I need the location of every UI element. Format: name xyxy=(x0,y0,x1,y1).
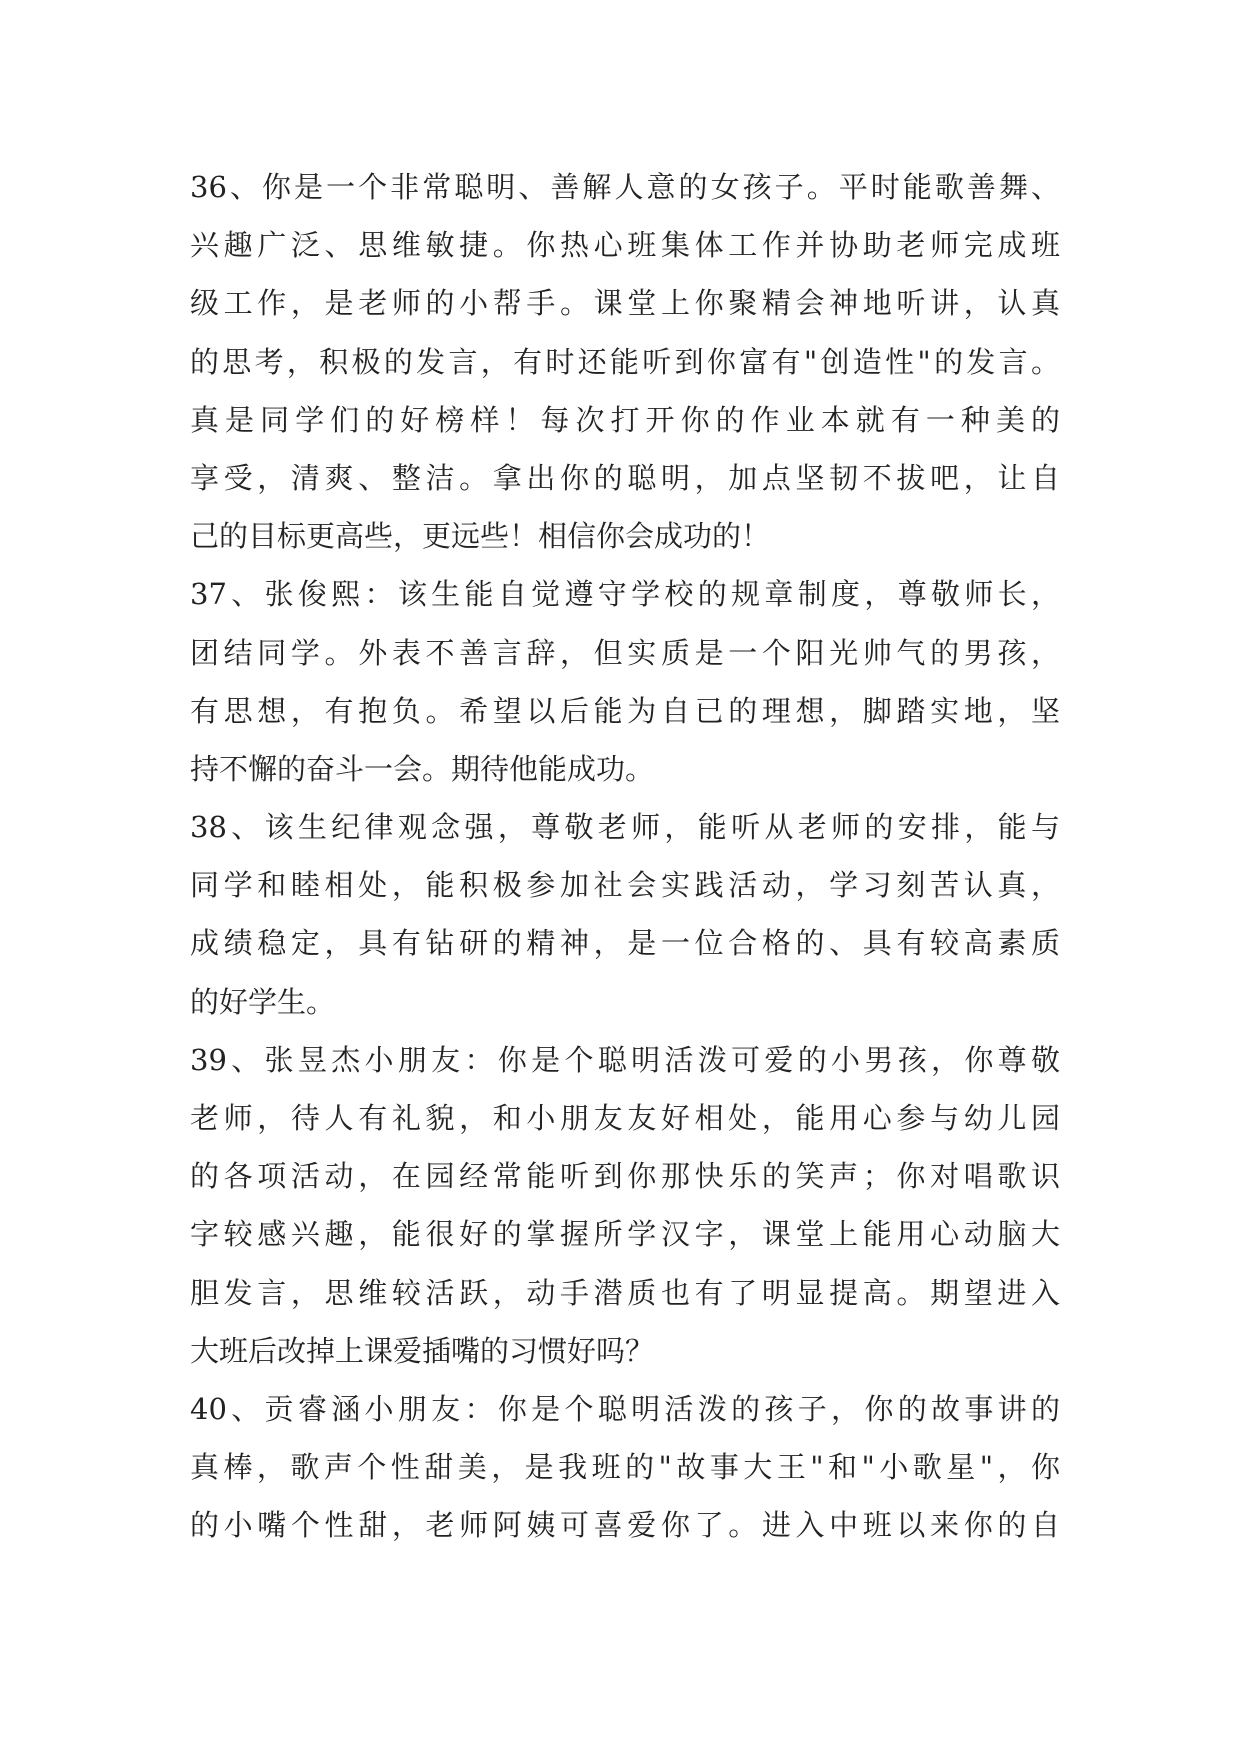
text-line: 享受，清爽、整洁。拿出你的聪明，加点坚韧不拔吧，让自 xyxy=(190,460,1060,495)
text-line: 大班后改掉上课爱插嘴的习惯好吗？ xyxy=(190,1333,655,1368)
text-line: 36、你是一个非常聪明、善解人意的女孩子。平时能歌善舞、 xyxy=(190,170,1060,204)
paragraph-37 xyxy=(190,565,1060,798)
text-line: 的好学生。 xyxy=(190,984,336,1019)
text-line: 兴趣广泛、思维敏捷。你热心班集体工作并协助老师完成班 xyxy=(190,228,1060,263)
text-line: 持不懈的奋斗一会。期待他能成功。 xyxy=(190,751,655,786)
paragraph-38 xyxy=(190,798,1060,1031)
text-line: 己的目标更高些，更远些！相信你会成功的！ xyxy=(190,519,771,554)
text-line: 39、张昱杰小朋友：你是个聪明活泼可爱的小男孩，你尊敬 xyxy=(190,1042,1060,1077)
paragraph-40 xyxy=(190,1380,1060,1555)
text-line: 真棒，歌声个性甜美，是我班的"故事大王"和"小歌星"，你 xyxy=(190,1450,1060,1485)
text-line: 的思考，积极的发言，有时还能听到你富有"创造性"的发言。 xyxy=(190,344,1060,379)
text-line: 40、贡睿涵小朋友：你是个聪明活泼的孩子，你的故事讲的 xyxy=(190,1391,1060,1426)
text-line: 成绩稳定，具有钻研的精神，是一位合格的、具有较高素质 xyxy=(190,926,1060,961)
text-line: 38、该生纪律观念强，尊敬老师，能听从老师的安排，能与 xyxy=(190,810,1060,845)
paragraph-39 xyxy=(190,1031,1060,1380)
text-line: 有思想，有抱负。希望以后能为自已的理想，脚踏实地，坚 xyxy=(190,693,1060,728)
text-line: 的小嘴个性甜，老师阿姨可喜爱你了。进入中班以来你的自 xyxy=(190,1508,1060,1543)
text-line: 真是同学们的好榜样！每次打开你的作业本就有一种美的 xyxy=(190,402,1060,437)
text-line: 团结同学。外表不善言辞，但实质是一个阳光帅气的男孩， xyxy=(190,635,1060,670)
text-line: 同学和睦相处，能积极参加社会实践活动，学习刻苦认真， xyxy=(190,868,1060,903)
text-line: 老师，待人有礼貌，和小朋友友好相处，能用心参与幼儿园 xyxy=(190,1101,1060,1135)
text-line: 字较感兴趣，能很好的掌握所学汉字，课堂上能用心动脑大 xyxy=(190,1217,1060,1252)
text-line: 的各项活动，在园经常能听到你那快乐的笑声；你对唱歌识 xyxy=(190,1159,1060,1194)
text-line: 胆发言，思维较活跃，动手潜质也有了明显提高。期望进入 xyxy=(190,1275,1060,1310)
paragraph-36 xyxy=(190,158,1060,565)
text-line: 37、张俊熙：该生能自觉遵守学校的规章制度，尊敬师长， xyxy=(190,577,1060,612)
text-line: 级工作，是老师的小帮手。课堂上你聚精会神地听讲，认真 xyxy=(190,286,1060,321)
document-body xyxy=(190,158,1060,1555)
